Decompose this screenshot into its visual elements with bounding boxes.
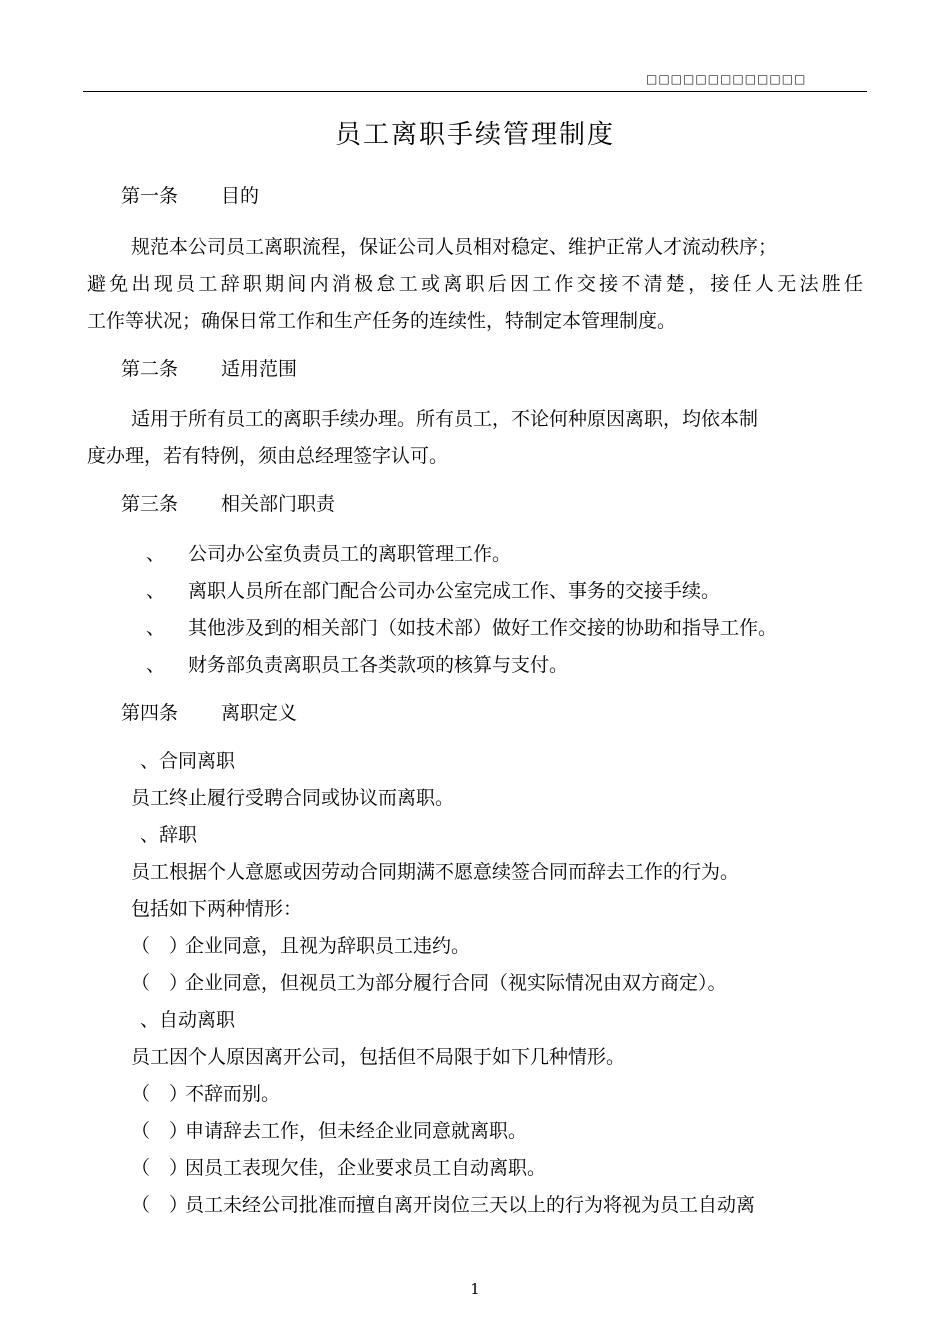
page-header-text: □□□□□□□□□□□□□ bbox=[646, 72, 807, 86]
article-1-line-2: 避免出现员工辞职期间内消极怠工或离职后因工作交接不清楚，接任人无法胜任 bbox=[87, 273, 863, 295]
resignation-intro: 包括如下两种情形： bbox=[131, 898, 303, 920]
article-1-line-3: 工作等状况；确保日常工作和生产任务的连续性，特制定本管理制度。 bbox=[87, 310, 677, 332]
article-3-item-3-mark: 、 bbox=[146, 617, 166, 639]
article-3-title: 相关部门职责 bbox=[221, 493, 336, 515]
auto-separation-case-3 bbox=[131, 1153, 546, 1180]
resignation-heading: 、辞职 bbox=[140, 824, 198, 846]
resignation-text: 员工根据个人意愿或因劳动合同期满不愿意续签合同而辞去工作的行为。 bbox=[131, 861, 740, 883]
resignation-case-1 bbox=[131, 931, 470, 958]
contract-separation-heading: 、合同离职 bbox=[140, 750, 236, 772]
page-number: 1 bbox=[470, 1280, 480, 1298]
auto-separation-case-2-paren: （ ） bbox=[131, 1120, 189, 1142]
auto-separation-text: 员工因个人原因离开公司，包括但不局限于如下几种情形。 bbox=[131, 1046, 626, 1068]
article-2-title: 适用范围 bbox=[221, 358, 298, 380]
document-title: 员工离职手续管理制度 bbox=[334, 120, 615, 150]
resignation-case-1-paren: （ ） bbox=[131, 935, 189, 957]
article-2-line-1: 适用于所有员工的离职手续办理。所有员工，不论何种原因离职，均依本制 bbox=[131, 408, 759, 430]
article-3-item-2-mark: 、 bbox=[146, 580, 166, 602]
article-1-number: 第一条 bbox=[121, 185, 179, 207]
article-1-line-1: 规范本公司员工离职流程，保证公司人员相对稳定、维护正常人才流动秩序； bbox=[131, 236, 778, 258]
article-3-heading bbox=[121, 489, 335, 516]
article-3-item-4-mark: 、 bbox=[146, 654, 166, 676]
auto-separation-case-1-text: 不辞而别。 bbox=[185, 1083, 281, 1105]
auto-separation-case-1-paren: （ ） bbox=[131, 1083, 189, 1105]
article-4-number: 第四条 bbox=[121, 702, 179, 724]
article-3-item-1-mark: 、 bbox=[146, 543, 166, 565]
resignation-case-2 bbox=[131, 968, 727, 995]
article-4-title: 离职定义 bbox=[221, 702, 298, 724]
resignation-case-2-paren: （ ） bbox=[131, 972, 189, 994]
article-2-number: 第二条 bbox=[121, 358, 179, 380]
article-3-item-3: 其他涉及到的相关部门（如技术部）做好工作交接的协助和指导工作。 bbox=[188, 617, 778, 639]
resignation-case-1-text: 企业同意，且视为辞职员工违约。 bbox=[185, 935, 471, 957]
article-3-item-2: 离职人员所在部门配合公司办公室完成工作、事务的交接手续。 bbox=[188, 580, 721, 602]
article-3-number: 第三条 bbox=[121, 493, 179, 515]
article-2-heading bbox=[121, 354, 297, 381]
contract-separation-text: 员工终止履行受聘合同或协议而离职。 bbox=[131, 787, 455, 809]
article-2-line-2: 度办理，若有特例，须由总经理签字认可。 bbox=[87, 445, 449, 467]
auto-separation-heading: 、自动离职 bbox=[140, 1009, 236, 1031]
auto-separation-case-2 bbox=[131, 1116, 527, 1143]
resignation-case-2-text: 企业同意，但视员工为部分履行合同（视实际情况由双方商定）。 bbox=[185, 972, 727, 994]
auto-separation-case-3-text: 因员工表现欠佳，企业要求员工自动离职。 bbox=[185, 1157, 547, 1179]
auto-separation-case-2-text: 申请辞去工作，但未经企业同意就离职。 bbox=[185, 1120, 528, 1142]
auto-separation-case-3-paren: （ ） bbox=[131, 1157, 189, 1179]
article-1-heading bbox=[121, 181, 259, 208]
article-1-title: 目的 bbox=[221, 185, 260, 207]
article-4-heading bbox=[121, 698, 297, 725]
auto-separation-case-4-paren: （ ） bbox=[131, 1194, 189, 1216]
auto-separation-case-4-text: 员工未经公司批准而擅自离开岗位三天以上的行为将视为员工自动离 bbox=[185, 1194, 756, 1216]
auto-separation-case-4 bbox=[131, 1190, 755, 1217]
article-3-item-4: 财务部负责离职员工各类款项的核算与支付。 bbox=[188, 654, 569, 676]
auto-separation-case-1 bbox=[131, 1079, 280, 1106]
header-rule bbox=[83, 91, 867, 92]
article-3-item-1: 公司办公室负责员工的离职管理工作。 bbox=[188, 543, 512, 565]
